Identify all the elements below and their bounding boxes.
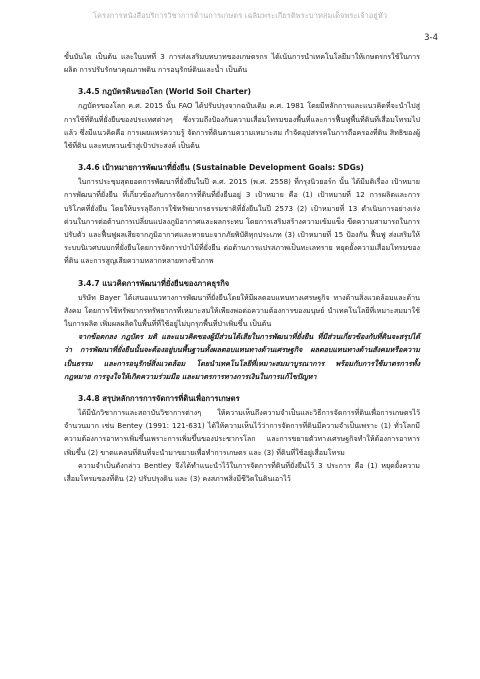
section-heading-world-soil-charter: 3.4.5 กฎบัตรดินของโลก (World Soil Charter) xyxy=(78,87,251,97)
paragraph-land-management: ได้มีนักวิชาการและสถาบันวิชาการต่างๆ ให้ความเห็นถึงความจำเป็นและวิธีการจัดการที่ดินเพื่อการเกษตรไว้จำนวนมาก เช่น Bentey (1991: 121-631) ได้ให้ความเห็นไว้ว่าการจัดการที่ดินมีความจำเป็นเพราะ (1) ทั่วโลกมีความต้องการอาหารเพิ่มขึ้นเพราะการเพิ่มขึ้นของประชากรโลก และการขยายตัวทางเศรษฐกิจทำให้ต้องการอาหารเพิ่มขึ้น (2) ขาดแคลนที่ดินที่จะนำมาขยายเพื่อทำการเกษตร และ (3) ที่ดินที่ใช้อยู่เสื่อมโทรม xyxy=(64,408,420,457)
section-heading-land-management: 3.4.8 สรุปหลักการการจัดการที่ดินเพื่อการเกษตร xyxy=(78,394,240,404)
intro-paragraph: ขั้นบันได เป็นต้น และในบทที่ 3 การส่งเสริมบทบาทของเกษตรกร ได้เน้นการนำเทคโนโลยีมาให้เกษตรกรใช้ในการผลิต การปรับรักษาคุณภาพดิน การอนุรักษ์ดินและน้ำ เป็นต้น xyxy=(64,52,420,75)
section-heading-sdgs: 3.4.6 เป้าหมายการพัฒนาที่ยั่งยืน (Sustainable Development Goals: SDGs) xyxy=(78,163,364,173)
paragraph-bentley: ความจำเป็นดังกล่าว Bentley จึงได้ทำแนะนำไว้ในการจัดการที่ดินที่ยั่งยืนไว้ 3 ประการ คือ (1) หยุดยั้งความเสื่อมโทรมของที่ดิน (2) ปรับปรุงดิน และ (3) คงสภาพสิ่งมีชีวิตในดินเอาไว้ xyxy=(64,460,420,484)
body-content xyxy=(64,50,420,485)
section-heading-business-sustainability: 3.4.7 แนวคิดการพัฒนาที่ยั่งยืนของภาคธุรกิจ xyxy=(78,278,230,288)
paragraph-summary-emphasis: จากข้อตกลง กฎบัตร มติ และแนวคิดของผู้มีส่วนได้เสียในการพัฒนาที่ยั่งยืน ที่มีส่วนเกี่ยวข้องกับที่ดินจะสรุปได้ว่า การพัฒนาที่ยั่งยืนนั้นจะต้องอยู่บนพื้นฐานทั้งผลตอบแทนทางด้านเศรษฐกิจ ผลตอบแทนทางด้านสังคมหรือความเป็นธรรม และการอนุรักษ์สิ่งแวดล้อม โดยนำเทคโนโลยีที่เหมาะสมมาบูรณาการ พร้อมกับการใช้มาตรการทั้งกฎหมาย การจูงใจให้เกิดความร่วมมือ และมาตรการทางการเงินในการแก้ไขปัญหา xyxy=(64,332,420,381)
page-number: 3-4 xyxy=(424,33,438,43)
paragraph-sdgs: ในการประชุมสุดยอดการพัฒนาที่ยั่งยืนในปี ค.ศ. 2015 (พ.ศ. 2558) ที่กรุงนิวยอร์ก นั้น ได้มีมติเรื่อง เป้าหมายการพัฒนาที่ยั่งยืน ที่เกี่ยวข้องกับการจัดการที่ดินที่ยั่งยืนอยู่ 3 เป้าหมาย คือ (1) เป้าหมายที่ 12 การผลิตและการบริโภคที่ยั่งยืน โดยให้บรรลุถึงการใช้ทรัพยากรธรรมชาติที่ยั่งยืนในปี 2573 (2) เป้าหมายที่ 13 ดำเนินการอย่างเร่งด่วนในการต่อต้านการเปลี่ยนแปลงภูมิอากาศและผลกระทบ โดยการเสริมสร้างความเข้มแข็ง ขีดความสามารถในการปรับตัว และฟื้นฟูผลเสียจากภูมิอากาศและหายนะจากภัยพิบัติทุกประเภท (3) เป้าหมายที่ 15 ป้องกัน ฟื้นฟู ส่งเสริมให้ระบบนิเวศบนบกที่ยั่งยืนโดยการจัดการป่าไม้ที่ยั่งยืน ต่อต้านการแปรสภาพเป็นทะเลทราย หยุดยั้งความเสื่อมโทรมของที่ดิน และการสูญเสียความหลากหลายทางชีวภาพ xyxy=(64,177,420,266)
paragraph-bayer: บริษัท Bayer ได้เสนอแนวทางการพัฒนาที่ยั่งยืนโดยให้มีผลตอบแทนทางเศรษฐกิจ ทางด้านสิ่งแวดล้อมและด้านสังคม โดยการใช้ทรัพยากรทรัพยากรที่เหมาะสมให้เพียงพอต่อความต้องการของมนุษย์ นำเทคโนโลยีที่เหมาะสมมาใช้ในการผลิต เพิ่มผลผลิตในพื้นที่ที่ใช้อยู่ไม่บุกรุกพื้นที่ป่าเพิ่มขึ้น เป็นต้น xyxy=(64,292,420,329)
running-header: โครงการหนังสือบริการวิชาการด้านการเกษตร เฉลิมพระเกียรติพระบาทสมเด็จพระเจ้าอยู่หัว xyxy=(92,11,388,20)
paragraph-world-soil-charter: กฎบัตรของโลก ค.ศ. 2015 นั้น FAO ได้ปรับปรุงจากฉบับเดิม ค.ศ. 1981 โดยมีหลักการและแนวคิดที่จะนำไปสู่การใช้ที่ดินที่ยั่งยืนของประเทศต่างๆ ซึ่งรวมถึงป้องกันความเสื่อมโทรมของพื้นที่และการฟื้นฟูพื้นที่ดินที่เสื่อมโทรมไปแล้ว ซึ่งมีแนวคิดคือ การเผยแพร่ความรู้ จัดการที่ดินตามความเหมาะสม กำจัดอุปสรรคในการถือครองที่ดิน สิทธิของผู้ใช้ที่ดิน และทบทวนเข้าสู่เป้าประสงค์ เป็นต้น xyxy=(64,101,420,151)
